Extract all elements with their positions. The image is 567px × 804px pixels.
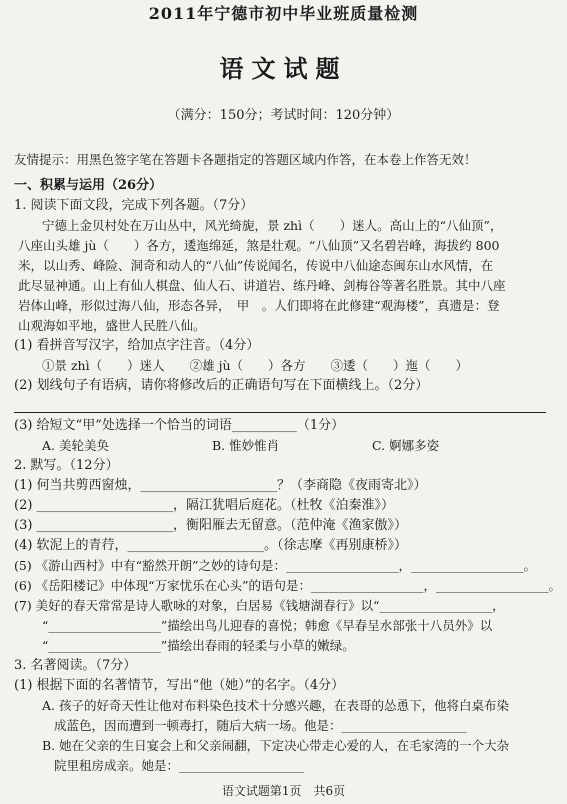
question-1-3: (3) 给短文“甲”处选择一个恰当的词语__________（1分）: [14, 418, 345, 433]
recite-item: “__________________”描绘出鸟儿迎春的喜悦；韩愈《早春呈水部张十八员外》以: [42, 618, 493, 633]
question-1-stem: 1. 阅读下面文段，完成下列各题。（7分）: [14, 198, 254, 213]
passage-line: 此尽显神通。山上有仙人棋盘、仙人石、讲道岩、练丹峰、剑梅谷等著名胜景。其中八座: [18, 278, 506, 293]
exam-name: 2011年宁德市初中毕业班质量检测: [148, 4, 419, 23]
recite-item: (3) _____________________，衡阳雁去无留意。（范仲淹《渔家傲》）: [14, 518, 408, 533]
passage-line: 八座山头雄 jù（ ）各方，逶迤绵延，煞是壮观。“八仙顶”又名碧岩峰，海拔约 800: [18, 238, 500, 253]
option-c: C. 婀娜多姿: [372, 438, 440, 453]
passage-line: 宁德上金贝村处在万山丛中，风光绮旎，景 zhì（ ）迷人。高山上的“八仙顶”，: [42, 218, 503, 233]
option-b-text: 院里租房成亲。她是：____________________: [54, 758, 305, 773]
option-b-text: B. 她在父亲的生日宴会上和父亲闹翻，下定决心带走心爱的人，在毛家湾的一个大杂: [42, 738, 510, 753]
question-3-stem: 3. 名著阅读。（7分）: [14, 658, 137, 673]
recite-item: (5) 《游山西村》中有“豁然开朗”之妙的诗句是：__________________，__________________。: [14, 558, 536, 573]
exam-meta: （满分：150分；考试时间：120分钟）: [167, 108, 400, 123]
recite-item: (1) 何当共剪西窗烛，_____________________？（李商隐《夜雨寄北》）: [14, 478, 427, 493]
question-1-2: (2) 划线句子有语病，请你将修改后的正确语句写在下面横线上。（2分）: [14, 378, 429, 393]
recite-item: (6) 《岳阳楼记》中体现“万家忧乐在心头”的语句是：__________________，__________________。: [14, 578, 561, 593]
option-a-text: A. 孩子的好奇天性让他对布料染色技术十分感兴趣，在表哥的怂恿下，他将白桌布染: [42, 698, 509, 713]
question-1-1-items: ①景 zhì（ ）迷人 ②雄 jù（ ）各方 ③逶（ ）迤（ ）: [42, 358, 469, 373]
recite-item: (4) 软泥上的青荇，_____________________。（徐志摩《再别康桥》）: [14, 538, 408, 553]
answer-line: [14, 412, 546, 413]
recite-item: (2) _____________________，隔江犹唱后庭花。（杜牧《泊秦淮》）: [14, 498, 395, 513]
question-1-1: (1) 看拼音写汉字，给加点字注音。（4分）: [14, 338, 260, 353]
page-footer: 语文试题第1页 共6页: [221, 784, 346, 798]
option-a: A. 美轮美奂: [42, 438, 109, 453]
option-a-text: 成蓝色，因而遭到一顿毒打，随后大病一场。他是：____________________: [54, 718, 467, 733]
recite-item: “__________________”描绘出春雨的轻柔与小草的嫩绿。: [42, 638, 355, 653]
question-3-1: (1) 根据下面的名著情节，写出“他（她）”的名字。（4分）: [14, 678, 345, 693]
question-2-stem: 2. 默写。（12分）: [14, 458, 119, 473]
option-b: B. 惟妙惟肖: [212, 438, 280, 453]
notice-text: 友情提示：用黑色签字笔在答题卡各题指定的答题区域内作答，在本卷上作答无效！: [14, 152, 477, 167]
passage-line: 米，以山秀、峰险、洞奇和动人的“八仙”传说闻名，传说中八仙途态闽东山水风情，在: [18, 258, 494, 273]
recite-item: (7) 美好的春天常常是诗人歌咏的对象，白居易《钱塘湖春行》以“__________________，: [14, 598, 505, 613]
page-title: 语文试题: [219, 54, 348, 83]
passage-line: 岩体山峰，形似过海八仙，形态各异， 甲 。人们即将在此修建“观海楼”，真遗是：登: [18, 298, 500, 313]
passage-line: 山观海如平地，盛世人民胜八仙。: [18, 318, 206, 333]
section-title: 一、积累与运用（26分）: [14, 178, 163, 193]
